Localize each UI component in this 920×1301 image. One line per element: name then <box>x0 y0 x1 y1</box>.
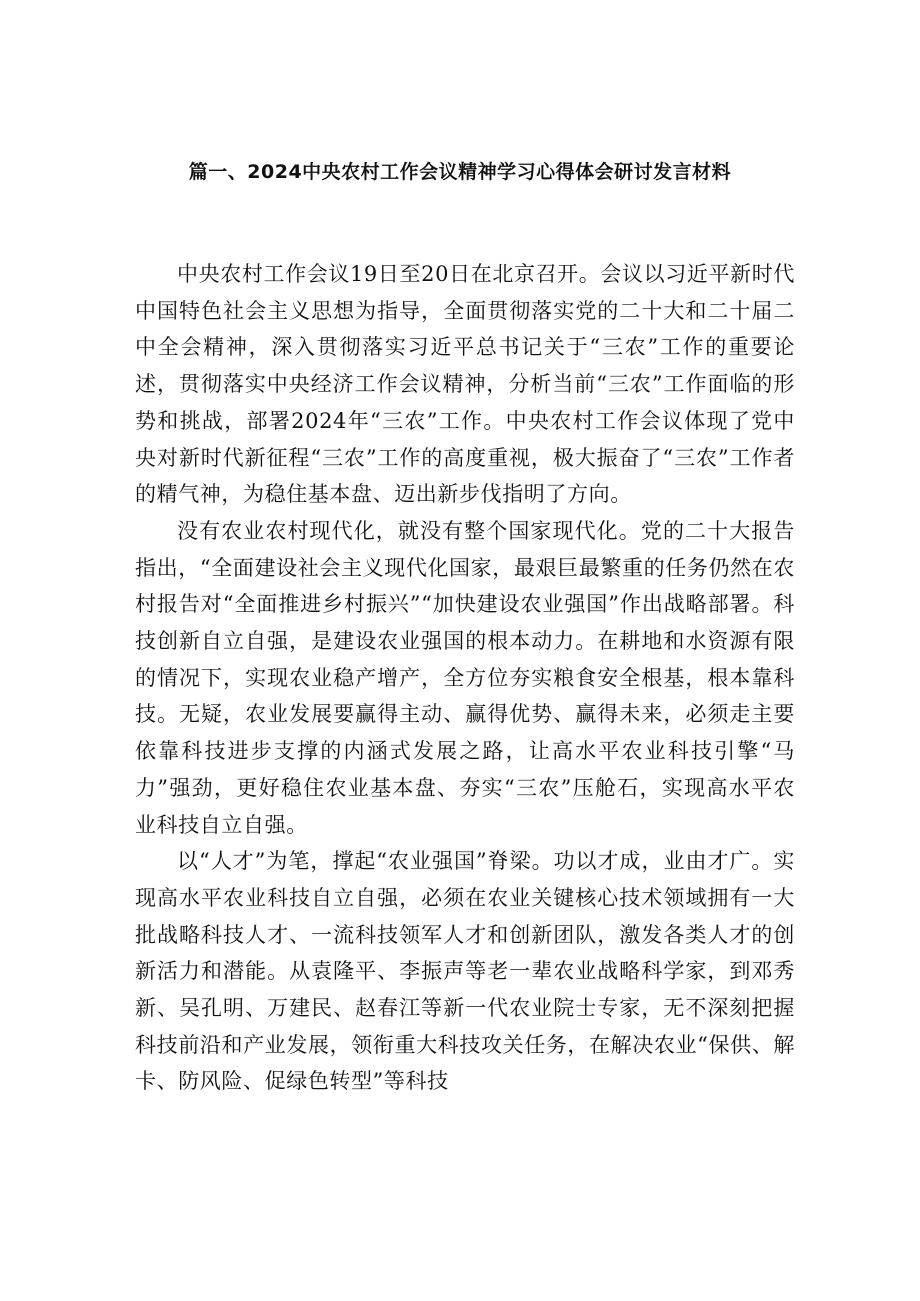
paragraph-1: 中央农村工作会议19日至20日在北京召开。会议以习近平新时代中国特色社会主义思想为指导，全面贯彻落实党的二十大和二十届二中全会精神，深入贯彻落实习近平总书记关于“三农”工作的重要论述，贯彻落实中央经济工作会议精神，分析当前“三农”工作面临的形势和挑战，部署2024年“三农”工作。中央农村工作会议体现了党中央对新时代新征程“三农”工作的高度重视，极大振奋了“三农”工作者的精气神，为稳住基本盘、迈出新步伐指明了方向。 <box>135 262 795 507</box>
paragraph-2: 没有农业农村现代化，就没有整个国家现代化。党的二十大报告指出，“全面建设社会主义现代化国家，最艰巨最繁重的任务仍然在农村报告对“全面推进乡村振兴”“加快建设农业强国”作出战略部署。科技创新自立自强，是建设农业强国的根本动力。在耕地和水资源有限的情况下，实现农业稳产增产，全方位夯实粮食安全根基，根本靠科技。无疑，农业发展要赢得主动、赢得优势、赢得未来，必须走主要依靠科技进步支撑的内涵式发展之路，让高水平农业科技引擎“马力”强劲，更好稳住农业基本盘、夯实“三农”压舱石，实现高水平农业科技自立自强。 <box>135 518 795 837</box>
document-body <box>135 256 795 1100</box>
paragraph-3: 以“人才”为笔，撑起“农业强国”脊梁。功以才成，业由才广。实现高水平农业科技自立自强，必须在农业关键核心技术领域拥有一大批战略科技人才、一流科技领军人才和创新团队，激发各类人才的创新活力和潜能。从袁隆平、李振声等老一辈农业战略科学家，到邓秀新、吴孔明、万建民、赵春江等新一代农业院士专家，无不深刻把握科技前沿和产业发展，领衔重大科技攻关任务，在解决农业“保供、解卡、防风险、促绿色转型”等科技 <box>135 849 795 1094</box>
document-title: 篇一、2024中央农村工作会议精神学习心得体会研讨发言材料 <box>188 161 732 183</box>
